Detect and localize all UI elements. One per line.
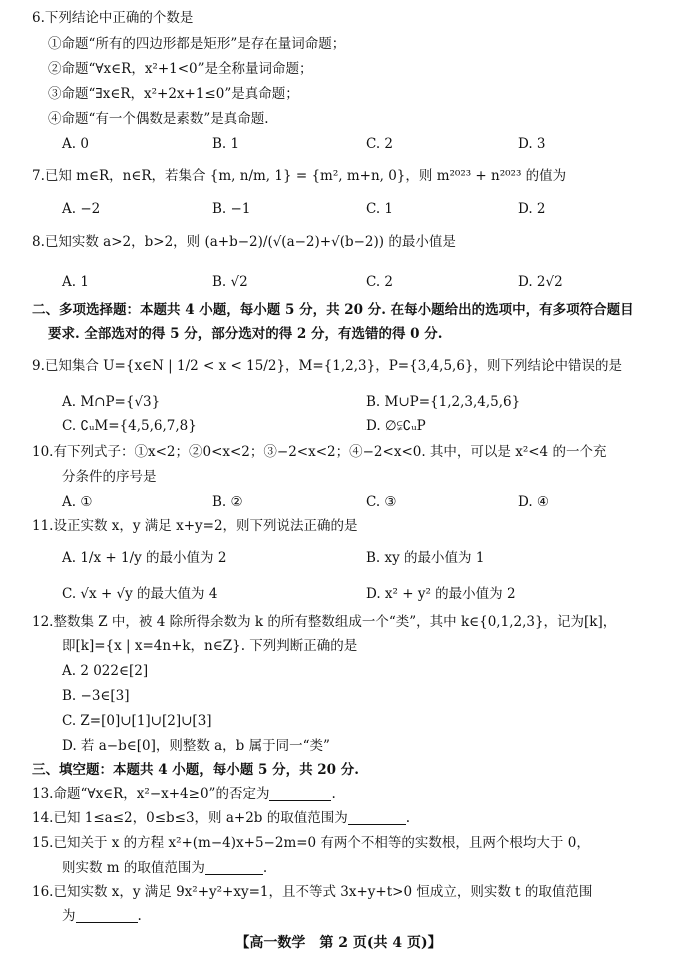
- q14-period: .: [405, 810, 411, 826]
- q12-option-a: A. 2 022∈[2]: [62, 663, 149, 679]
- q16-period: .: [137, 908, 142, 924]
- q6-item-2: ②命题“∀x∈R，x²+1<0”是全称量词命题；: [48, 61, 313, 77]
- q9-option-c: C. ∁ᵤM={4,5,6,7,8}: [62, 418, 197, 434]
- q12-option-c: C. Z=[0]∪[1]∪[2]∪[3]: [62, 713, 212, 729]
- q9-options-row1: [0, 392, 677, 412]
- q6-options: [0, 134, 677, 154]
- q14-text: 14.已知 1≤a≤2，0≤b≤3，则 a+2b 的取值范围为: [32, 810, 348, 826]
- q6-option-a: A. 0: [62, 136, 89, 152]
- q9-option-a: A. M∩P={√3}: [62, 394, 161, 410]
- section2-instructions: 要求. 全部选对的得 5 分，部分选对的得 2 分，有选错的得 0 分.: [48, 326, 443, 342]
- q11-stem: 11.设正实数 x，y 满足 x+y=2，则下列说法正确的是: [32, 518, 358, 534]
- q10-options: [0, 492, 677, 512]
- q8-options: [0, 272, 677, 292]
- q11-options-row2: [0, 584, 677, 604]
- q16-answer-blank[interactable]: [76, 908, 138, 923]
- q13-text: 13.命题“∀x∈R，x²−x+4≥0”的否定为: [32, 786, 270, 802]
- section2-heading: 二、多项选择题：本题共 4 小题，每小题 5 分，共 20 分. 在每小题给出的选项中，有多项符合题目: [32, 302, 634, 318]
- q6-item-3: ③命题“∃x∈R，x²+2x+1≤0”是真命题；: [48, 86, 299, 102]
- q7-option-b: B. −1: [212, 201, 251, 217]
- q12-option-d: D. 若 a−b∈[0]，则整数 a，b 属于同一“类”: [62, 738, 330, 754]
- q6-option-b: B. 1: [212, 136, 240, 152]
- q15-text: 则实数 m 的取值范围为: [62, 860, 205, 876]
- q7-options: [0, 199, 677, 219]
- q12-stem-line2: 即[k]={x | x=4n+k，n∈Z}. 下列判断正确的是: [62, 638, 358, 654]
- q16-text: 为: [62, 908, 76, 924]
- q8-stem: 8.已知实数 a>2，b>2，则 (a+b−2)/(√(a−2)+√(b−2)) 的最小值是: [32, 234, 456, 250]
- q11-option-d: D. x² + y² 的最小值为 2: [366, 586, 516, 602]
- q12-stem-line1: 12.整数集 Z 中，被 4 除所得余数为 k 的所有整数组成一个“类”，其中 k∈{0,1,2,3}，记为[k]，: [32, 614, 617, 630]
- q11-option-a: A. 1/x + 1/y 的最小值为 2: [62, 550, 227, 566]
- q9-stem: 9.已知集合 U={x∈N | 1/2 < x < 15/2}，M={1,2,3}，P={3,4,5,6}，则下列结论中错误的是: [32, 358, 622, 374]
- q7-option-c: C. 1: [366, 201, 394, 217]
- q10-option-b: B. ②: [212, 494, 243, 510]
- section3-heading: 三、填空题：本题共 4 小题，每小题 5 分，共 20 分.: [32, 762, 359, 778]
- q11-option-b: B. xy 的最小值为 1: [366, 550, 485, 566]
- q12-option-b: B. −3∈[3]: [62, 688, 130, 704]
- q15-stem-line1: 15.已知关于 x 的方程 x²+(m−4)x+5−2m=0 有两个不相等的实数根，且两个根均大于 0，: [32, 835, 590, 851]
- q8-option-d: D. 2√2: [518, 274, 563, 290]
- q7-option-a: A. −2: [62, 201, 101, 217]
- q10-option-a: A. ①: [62, 494, 93, 510]
- q13-period: .: [331, 786, 336, 802]
- q15-period: .: [262, 860, 268, 876]
- q10-stem-line2: 分条件的序号是: [62, 469, 157, 485]
- q10-option-c: C. ③: [366, 494, 397, 510]
- q8-option-a: A. 1: [62, 274, 89, 290]
- q6-option-d: D. 3: [518, 136, 546, 152]
- page-footer: 【高一数学 第 2 页(共 4 页)】: [235, 935, 442, 951]
- q11-option-c: C. √x + √y 的最大值为 4: [62, 586, 218, 602]
- q9-options-row2: [0, 416, 677, 436]
- q8-option-c: C. 2: [366, 274, 394, 290]
- q13-answer-blank[interactable]: [269, 786, 331, 801]
- q9-option-b: B. M∪P={1,2,3,4,5,6}: [366, 394, 521, 410]
- q6-stem: 6.下列结论中正确的个数是: [32, 10, 194, 26]
- q14-answer-blank[interactable]: [348, 810, 406, 825]
- q6-item-4: ④命题“有一个偶数是素数”是真命题.: [48, 111, 269, 127]
- q10-stem-line1: 10.有下列式子：①x<2；②0<x<2；③−2<x<2；④−2<x<0. 其中，可以是 x²<4 的一个充: [32, 444, 607, 460]
- q9-option-d: D. ∅⫋∁ᵤP: [366, 418, 426, 434]
- q7-stem: 7.已知 m∈R，n∈R，若集合 {m, n/m, 1} = {m², m+n, 0}，则 m²⁰²³ + n²⁰²³ 的值为: [32, 168, 567, 184]
- q16-stem-line1: 16.已知实数 x，y 满足 9x²+y²+xy=1，且不等式 3x+y+t>0 恒成立，则实数 t 的取值范围: [32, 884, 593, 900]
- q15-line2: [62, 858, 267, 878]
- q11-options-row1: [0, 548, 677, 568]
- q6-option-c: C. 2: [366, 136, 394, 152]
- q13: [32, 784, 336, 804]
- q16-line2: [62, 906, 142, 926]
- q6-item-1: ①命题“所有的四边形都是矩形”是存在量词命题；: [48, 36, 346, 52]
- q8-option-b: B. √2: [212, 274, 248, 290]
- q15-answer-blank[interactable]: [205, 860, 263, 875]
- q14: [32, 808, 410, 828]
- q10-option-d: D. ④: [518, 494, 550, 510]
- q7-option-d: D. 2: [518, 201, 546, 217]
